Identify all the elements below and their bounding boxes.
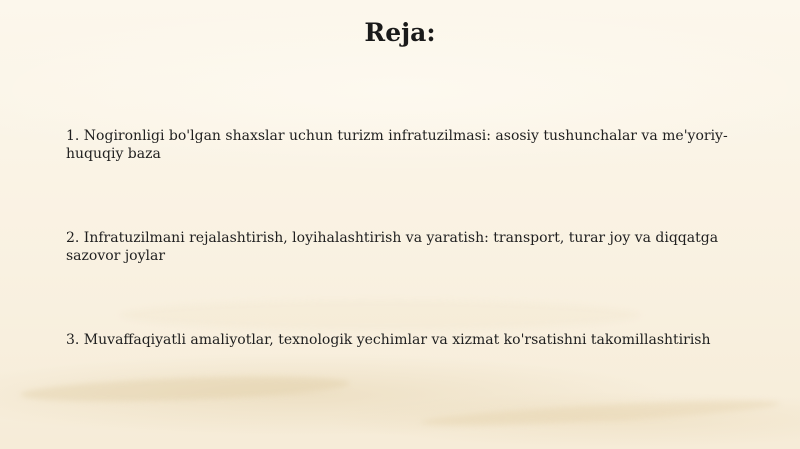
background-swoosh bbox=[420, 396, 780, 431]
agenda-item-3: 3. Muvaffaqiyatli amaliyotlar, texnologik yechimlar va xizmat ko'rsatishni takomillashtirish bbox=[66, 332, 711, 348]
agenda-item-2: 2. Infratuzilmani rejalashtirish, loyihalashtirish va yaratish: transport, turar joy va diqqatga sazovor joylar bbox=[66, 230, 719, 264]
agenda-item-1: 1. Nogironligi bo'lgan shaxslar uchun turizm infratuzilmasi: asosiy tushunchalar va me'yoriy-huquqiy baza bbox=[66, 128, 728, 162]
slide-title: Reja: bbox=[364, 18, 436, 47]
background-swoosh bbox=[120, 300, 640, 330]
background-swoosh bbox=[20, 372, 351, 406]
